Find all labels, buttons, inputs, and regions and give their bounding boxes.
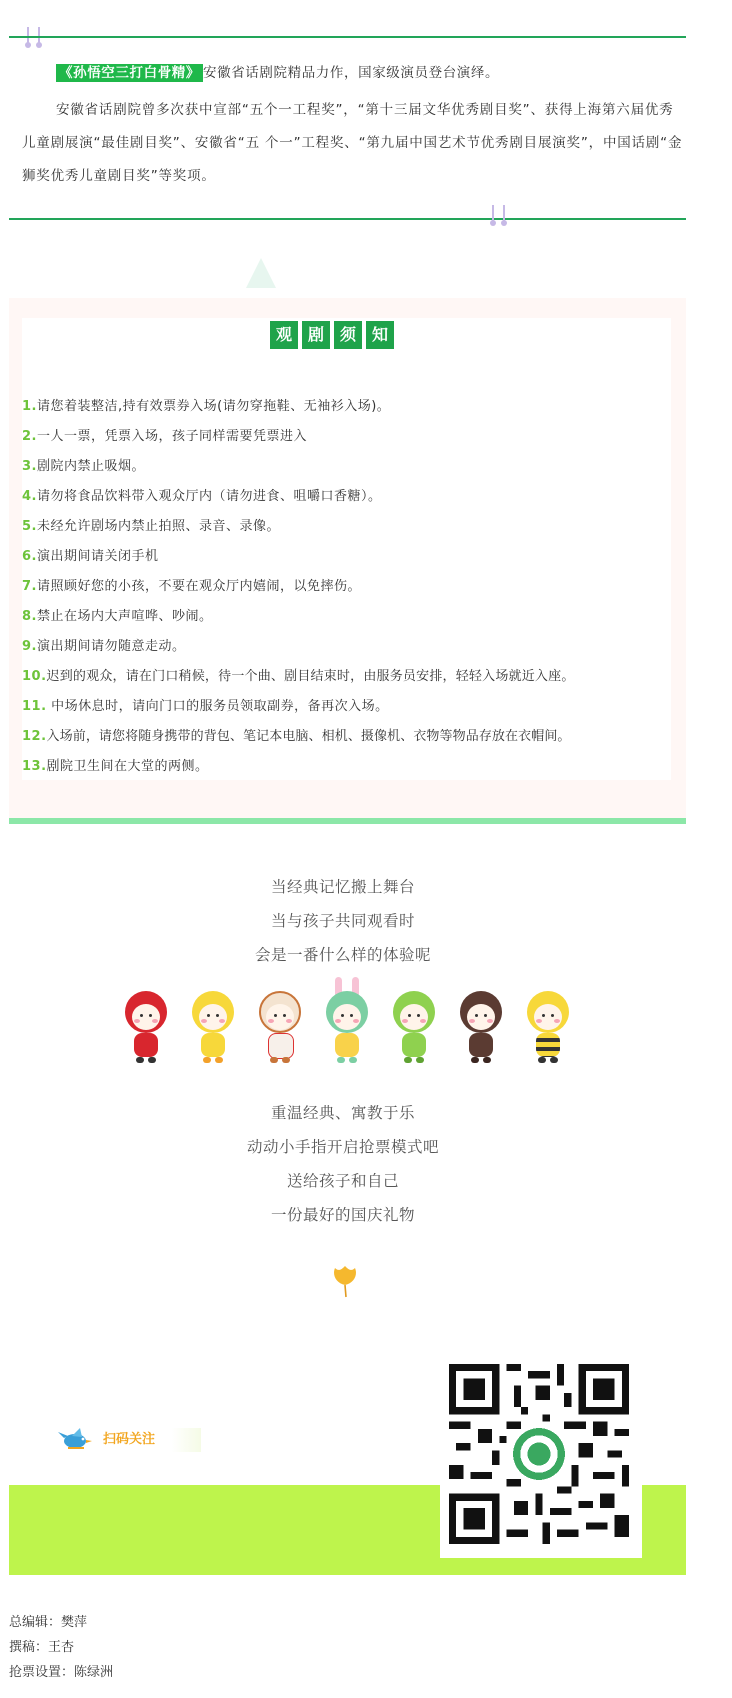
rule-number: 8.: [22, 609, 37, 624]
rule-text: 迟到的观众，请在门口稍候，待一个曲、剧目结束时，由服务员安排，轻轻入场就近入座。: [46, 669, 575, 684]
rule-text: 演出期间请勿随意走动。: [36, 639, 186, 654]
notice-heading-char: 观: [270, 321, 298, 349]
pin-decoration-bottom: [490, 205, 512, 231]
show-title-highlight: 《孙悟空三打白骨精》: [56, 64, 203, 82]
rule-text: 请您着装整洁,持有效票券入场(请勿穿拖鞋、无袖衫入场)。: [36, 399, 391, 414]
ladybug-kid-icon: [122, 987, 170, 1065]
rule-item: [22, 452, 671, 482]
rule-item: [22, 752, 671, 782]
poem-top: [0, 870, 686, 972]
qr-code-icon[interactable]: [449, 1364, 629, 1544]
rule-number: 10.: [22, 669, 47, 684]
rule-number: 11.: [22, 699, 47, 714]
rule-number: 7.: [22, 579, 37, 594]
poem-line: 当经典记忆搬上舞台: [270, 878, 415, 896]
credit-line: [9, 1660, 113, 1685]
rule-text: 演出期间请关闭手机: [36, 549, 159, 564]
poem-line: 重温经典、寓教于乐: [270, 1104, 415, 1122]
rule-item: [22, 422, 671, 452]
triangle-decoration: [246, 258, 276, 288]
rule-text: 未经允许剧场内禁止拍照、录音、录像。: [36, 519, 280, 534]
puppy-kid-icon: [256, 987, 304, 1065]
rule-item: [22, 542, 671, 572]
poem-line: 动动小手指开启抢票模式吧: [246, 1138, 439, 1156]
rule-text: 入场前，请您将随身携带的背包、笔记本电脑、相机、摄像机、衣物等物品存放在衣帽间。: [46, 729, 571, 744]
poem-line: 送给孩子和自己: [286, 1172, 399, 1190]
bunny-kid-icon: [323, 987, 371, 1065]
chick-kid-icon: [189, 987, 237, 1065]
credit-role: 总编辑：: [9, 1615, 62, 1630]
scan-follow-label: 扫码关注: [103, 1428, 201, 1452]
rule-text: 中场休息时，请向门口的服务员领取副券，备再次入场。: [46, 699, 389, 714]
rule-number: 13.: [22, 759, 47, 774]
rule-item: [22, 512, 671, 542]
poem-line: 一份最好的国庆礼物: [270, 1206, 415, 1224]
rule-number: 1.: [22, 399, 37, 414]
rule-text: 请照顾好您的小孩，不要在观众厅内嬉闹，以免摔伤。: [36, 579, 361, 594]
bee-kid-icon: [524, 987, 572, 1065]
cat-kid-icon: [457, 987, 505, 1065]
intro-body-text: 安徽省话剧院曾多次获中宣部“五个一工程奖”，“第十三届文华优秀剧目奖”、获得上海第六届优秀儿童剧展演“最佳剧目奖”、安徽省“五 个一”工程奖、“第九届中国艺术节优秀剧目展演奖”，中国话剧“金狮奖优秀儿童剧目奖”等奖项。: [22, 102, 683, 184]
rule-number: 4.: [22, 489, 37, 504]
rule-number: 5.: [22, 519, 37, 534]
credit-line: [9, 1610, 113, 1635]
bird-icon: [58, 1428, 94, 1452]
rule-number: 6.: [22, 549, 37, 564]
notice-heading-char: 须: [334, 321, 362, 349]
rule-text: 禁止在场内大声喧哗、吵闹。: [36, 609, 213, 624]
notice-heading-char: 知: [366, 321, 394, 349]
ginkgo-leaf-icon: [330, 1263, 360, 1299]
rule-text: 剧院卫生间在大堂的两侧。: [46, 759, 209, 774]
rule-item: [22, 662, 671, 692]
cartoon-kids-row: [122, 985, 572, 1065]
credit-name: 樊萍: [61, 1615, 88, 1630]
notice-rules-list: [22, 392, 671, 782]
rule-number: 2.: [22, 429, 37, 444]
credit-role: 撰稿：: [9, 1640, 49, 1655]
rule-item: [22, 722, 671, 752]
poem-line: 会是一番什么样的体验呢: [254, 946, 431, 964]
credit-name: 王杏: [48, 1640, 75, 1655]
top-divider: [9, 36, 686, 38]
poem-line: 当与孩子共同观看时: [270, 912, 415, 930]
rule-item: [22, 602, 671, 632]
notice-bottom-bar: [9, 818, 686, 824]
credit-line: [9, 1635, 113, 1660]
notice-heading: [270, 321, 394, 349]
credit-role: 抢票设置：: [9, 1665, 75, 1680]
rule-item: [22, 392, 671, 422]
intro-bottom-divider: [9, 218, 686, 220]
rule-text: 剧院内禁止吸烟。: [36, 459, 145, 474]
rule-text: 请勿将食品饮料带入观众厅内（请勿进食、咀嚼口香糖）。: [36, 489, 382, 504]
frog-kid-icon: [390, 987, 438, 1065]
rule-number: 9.: [22, 639, 37, 654]
poem-bottom: [0, 1096, 686, 1232]
credit-name: 陈绿洲: [74, 1665, 114, 1680]
notice-heading-char: 剧: [302, 321, 330, 349]
intro-first-line-rest: 安徽省话剧院精品力作，国家级演员登台演绎。: [203, 65, 500, 81]
rule-number: 12.: [22, 729, 47, 744]
pin-decoration-top: [25, 27, 47, 53]
rule-item: [22, 692, 671, 722]
rule-number: 3.: [22, 459, 37, 474]
rule-item: [22, 632, 671, 662]
rule-text: 一人一票，凭票入场，孩子同样需要凭票进入: [36, 429, 307, 444]
rule-item: [22, 482, 671, 512]
intro-first-line: [22, 60, 686, 86]
credits: [9, 1610, 113, 1685]
rule-item: [22, 572, 671, 602]
